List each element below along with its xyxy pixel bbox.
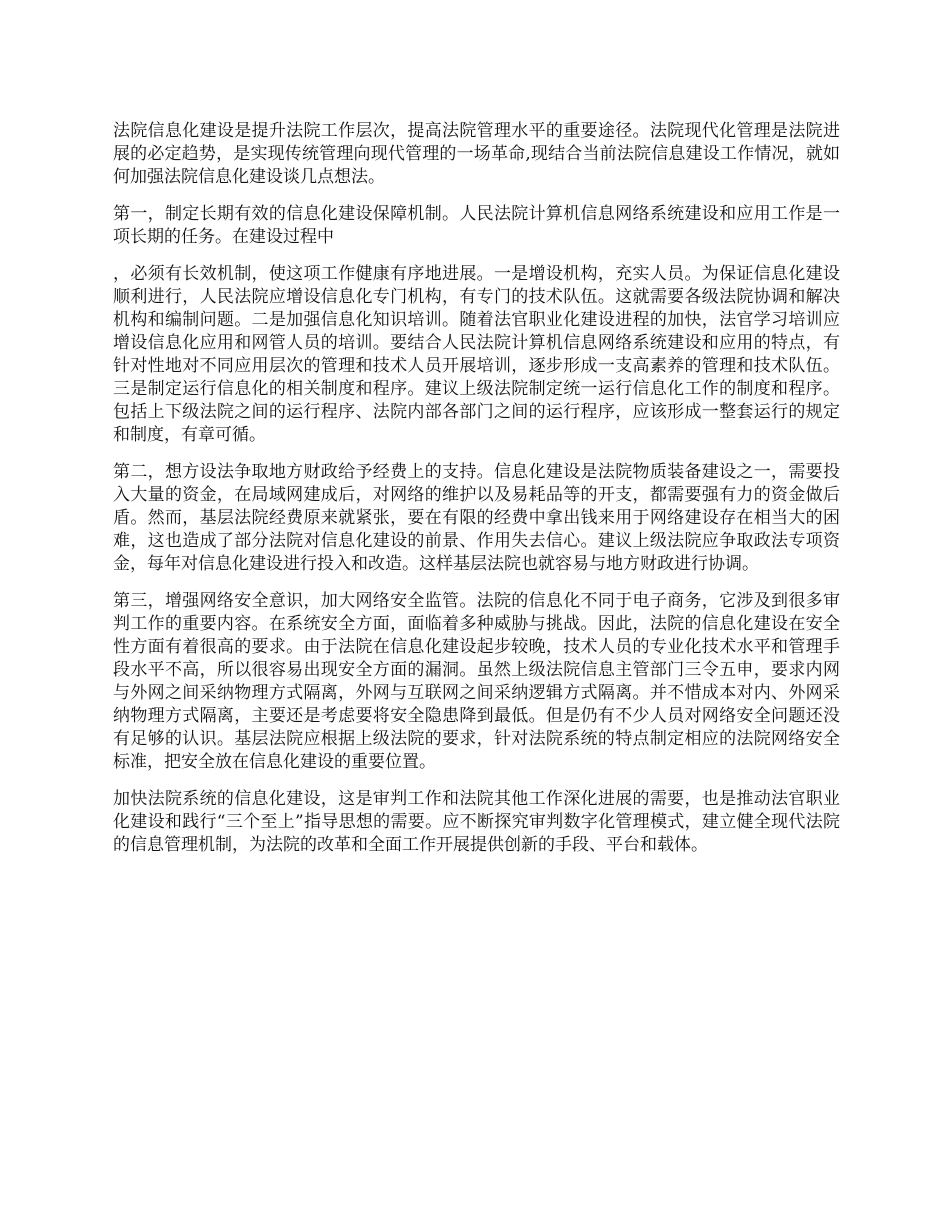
paragraph-first-point-continued: ，必须有长效机制，使这项工作健康有序地进展。一是增设机构，充实人员。为保证信息化建设顺利进行，人民法院应增设信息化专门机构，有专门的技术队伍。这就需要各级法院协调和解决机构和编制问题。二是加强信息化知识培训。随着法官职业化建设进程的加快，法官学习培训应增设信息化应用和网管人员的培训。要结合人民法院计算机信息网络系统建设和应用的特点，有针对性地对不同应用层次的管理和技术人员开展培训，逐步形成一支高素养的管理和技术队伍。三是制定运行信息化的相关制度和程序。建议上级法院制定统一运行信息化工作的制度和程序。包括上下级法院之间的运行程序、法院内部各部门之间的运行程序，应该形成一整套运行的规定和制度，有章可循。 xyxy=(113,264,840,445)
paragraph-third-point: 第三，增强网络安全意识，加大网络安全监管。法院的信息化不同于电子商务，它涉及到很多审判工作的重要内容。在系统安全方面，面临着多种威胁与挑战。因此，法院的信息化建设在安全性方面有着很高的要求。由于法院在信息化建设起步较晚，技术人员的专业化技术水平和管理手段水平不高，所以很容易出现安全方面的漏洞。虽然上级法院信息主管部门三令五申，要求内网与外网之间采纳物理方式隔离，外网与互联网之间采纳逻辑方式隔离。并不惜成本对内、外网采纳物理方式隔离，主要还是考虑要将安全隐患降到最低。但是仍有不少人员对网络安全问题还没有足够的认识。基层法院应根据上级法院的要求，针对法院系统的特点制定相应的法院网络安全标准，把安全放在信息化建设的重要位置。 xyxy=(113,591,840,772)
paragraph-intro: 法院信息化建设是提升法院工作层次，提高法院管理水平的重要途径。法院现代化管理是法院进展的必定趋势，是实现传统管理向现代管理的一场革命,现结合当前法院信息建设工作情况，就如何加强法院信息化建设谈几点想法。 xyxy=(113,121,840,187)
paragraph-second-point: 第二，想方设法争取地方财政给予经费上的支持。信息化建设是法院物质装备建设之一，需要投入大量的资金，在局域网建成后，对网络的维护以及易耗品等的开支，都需要强有力的资金做后盾。然而，基层法院经费原来就紧张，要在有限的经费中拿出钱来用于网络建设存在相当大的困难，这也造成了部分法院对信息化建设的前景、作用失去信心。建议上级法院应争取政法专项资金，每年对信息化建设进行投入和改造。这样基层法院也就容易与地方财政进行协调。 xyxy=(113,462,840,574)
paragraph-first-point: 第一，制定长期有效的信息化建设保障机制。人民法院计算机信息网络系统建设和应用工作是一项长期的任务。在建设过程中 xyxy=(113,204,840,247)
document-body xyxy=(113,120,840,871)
paragraph-conclusion: 加快法院系统的信息化建设，这是审判工作和法院其他工作深化进展的需要，也是推动法官职业化建设和践行“三个至上”指导思想的需要。应不断探究审判数字化管理模式，建立健全现代法院的信息管理机制，为法院的改革和全面工作开展提供创新的手段、平台和载体。 xyxy=(113,789,840,855)
